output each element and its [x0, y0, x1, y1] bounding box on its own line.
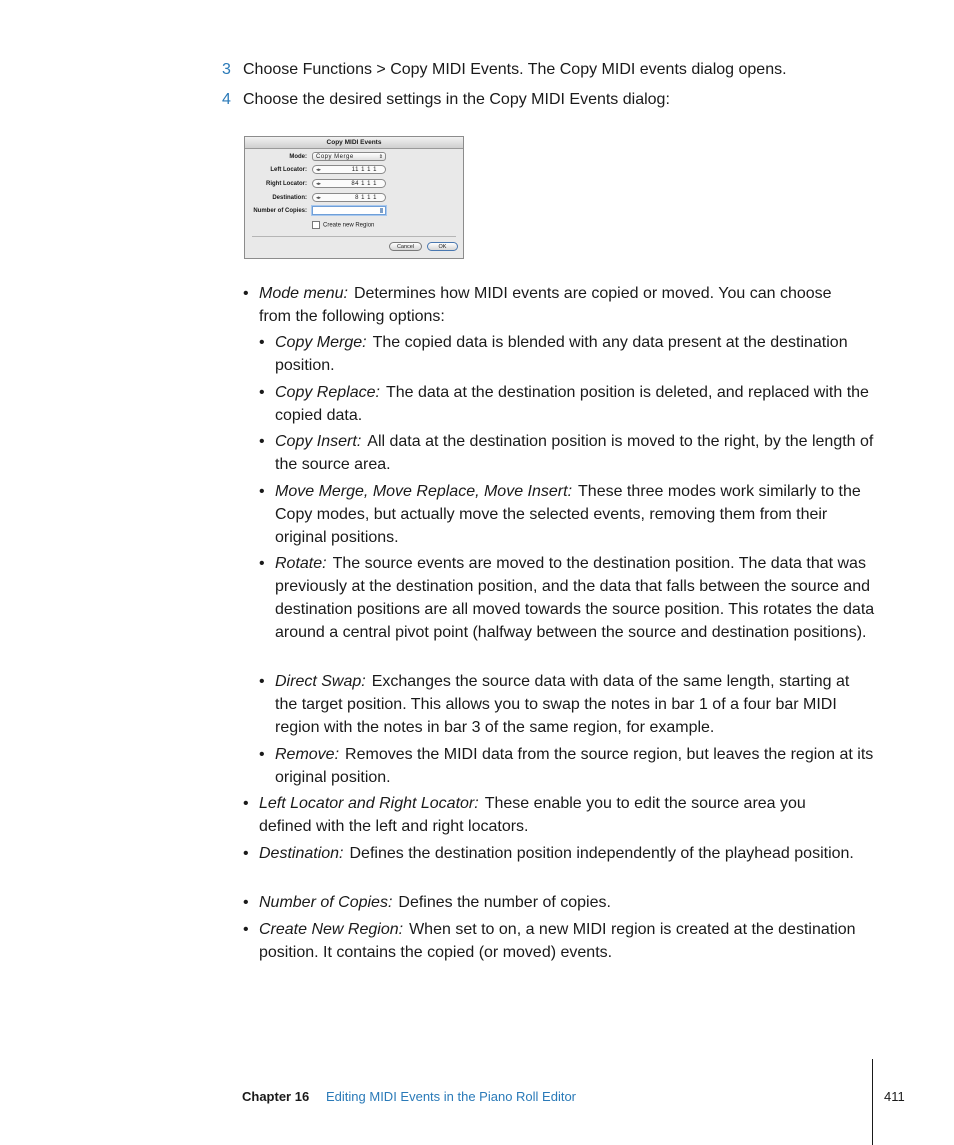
bullet-text: All data at the destination position is moved to the right, by the length of the source area. — [275, 433, 874, 473]
bullet-icon: • — [243, 894, 249, 911]
bullet-text: The data at the destination position is deleted, and replaced with the copied data. — [275, 384, 869, 424]
bullet-text: These enable you to edit the source area you defined with the left and right locators. — [259, 795, 806, 835]
copies-row — [245, 206, 463, 217]
copy-midi-events-dialog — [244, 136, 464, 259]
destination-field[interactable] — [312, 193, 386, 202]
create-region-label: Create new Region — [323, 222, 375, 229]
ok-button[interactable]: OK — [427, 242, 458, 251]
footer-divider — [872, 1059, 873, 1145]
list-item — [259, 331, 875, 377]
destination-row — [245, 193, 463, 204]
bullet-term: Copy Merge: — [275, 334, 367, 351]
bullet-term: Move Merge, Move Replace, Move Insert: — [275, 483, 573, 500]
bullet-text: Removes the MIDI data from the source region, but leaves the region at its original position. — [275, 746, 874, 786]
copies-label: Number of Copies: — [253, 208, 307, 214]
page-number: 411 — [884, 1089, 905, 1104]
mode-label: Mode: — [289, 154, 307, 160]
text-cursor — [380, 208, 383, 213]
list-item — [259, 743, 875, 789]
footer-chapter: Chapter 16 — [242, 1089, 310, 1104]
left-locator-value: 11 1 1 1 — [351, 167, 377, 173]
step-4 — [222, 90, 670, 110]
bullet-term: Destination: — [259, 845, 344, 862]
mode-row — [245, 152, 463, 163]
bullet-icon: • — [259, 746, 265, 763]
right-locator-field[interactable] — [312, 179, 386, 188]
bullet-term: Create New Region: — [259, 921, 404, 938]
bullet-term: Number of Copies: — [259, 894, 393, 911]
list-item — [243, 918, 859, 964]
step-text: Choose Functions > Copy MIDI Events. The Copy MIDI events dialog opens. — [243, 61, 787, 78]
left-locator-label: Left Locator: — [270, 167, 307, 173]
bullet-term: Remove: — [275, 746, 340, 763]
checkbox-icon — [312, 221, 320, 229]
dialog-divider — [252, 236, 456, 237]
bullet-term: Copy Replace: — [275, 384, 380, 401]
list-item — [243, 282, 859, 328]
footer-chapter-title: Editing MIDI Events in the Piano Roll Editor — [326, 1089, 577, 1104]
right-locator-value: 84 1 1 1 — [351, 181, 377, 187]
dialog-title: Copy MIDI Events — [245, 137, 463, 149]
bullet-icon: • — [259, 555, 265, 572]
bullet-text: When set to on, a new MIDI region is created at the destination position. It contains the copied (or moved) events. — [259, 921, 856, 961]
list-item — [243, 891, 859, 914]
list-item — [243, 792, 859, 838]
bullet-text: The source events are moved to the destination position. The data that was previously at the destination position, and the data that falls between the source and destination positions are all moved towards the source position. This rotates the data around a central pivot point (halfway between the source and destination positions). — [275, 555, 875, 641]
list-item — [259, 381, 875, 427]
step-text: Choose the desired settings in the Copy MIDI Events dialog: — [243, 91, 670, 108]
step-number: 4 — [222, 91, 231, 108]
bullet-term: Direct Swap: — [275, 673, 366, 690]
bullet-term: Copy Insert: — [275, 433, 362, 450]
bullet-icon: • — [243, 845, 249, 862]
mode-value: Copy Merge — [316, 154, 354, 160]
left-locator-field[interactable] — [312, 165, 386, 174]
bullet-term: Left Locator and Right Locator: — [259, 795, 479, 812]
list-item — [259, 430, 875, 476]
bullet-text: These three modes work similarly to the Copy modes, but actually move the selected events, removing them from their original positions. — [275, 483, 861, 546]
right-locator-row — [245, 179, 463, 190]
updown-arrows-icon: ⇕ — [378, 154, 383, 160]
bullet-icon: • — [243, 285, 249, 302]
bullet-icon: • — [243, 795, 249, 812]
stepper-arrows-icon: ◂▸ — [316, 195, 322, 201]
bullet-text: Defines the destination position independently of the playhead position. — [349, 845, 854, 862]
bullet-text: Defines the number of copies. — [398, 894, 611, 911]
bullet-icon: • — [259, 384, 265, 401]
bullet-icon: • — [259, 483, 265, 500]
left-locator-row — [245, 165, 463, 176]
copies-input[interactable] — [312, 206, 386, 215]
list-item — [243, 842, 859, 865]
bullet-term: Rotate: — [275, 555, 327, 572]
bullet-text: The copied data is blended with any data present at the destination position. — [275, 334, 848, 374]
stepper-arrows-icon: ◂▸ — [316, 167, 322, 173]
step-number: 3 — [222, 61, 231, 78]
bullet-term: Mode menu: — [259, 285, 348, 302]
bullet-text: Exchanges the source data with data of the same length, starting at the target position. This allows you to swap the notes in bar 1 of a four bar MIDI region with the notes in bar 3 of the same region, for example. — [275, 673, 850, 736]
bullet-icon: • — [259, 334, 265, 351]
cancel-button[interactable]: Cancel — [389, 242, 422, 251]
step-3 — [222, 60, 787, 80]
right-locator-label: Right Locator: — [266, 181, 307, 187]
list-item — [259, 552, 875, 644]
bullet-text: Determines how MIDI events are copied or moved. You can choose from the following options: — [259, 285, 832, 325]
mode-popup[interactable] — [312, 152, 386, 161]
destination-label: Destination: — [272, 195, 307, 201]
destination-value: 8 1 1 1 — [355, 195, 377, 201]
bullet-icon: • — [259, 433, 265, 450]
list-item — [259, 480, 875, 549]
list-item — [259, 670, 875, 739]
create-region-checkbox[interactable] — [312, 221, 374, 229]
bullet-icon: • — [259, 673, 265, 690]
stepper-arrows-icon: ◂▸ — [316, 181, 322, 187]
bullet-icon: • — [243, 921, 249, 938]
